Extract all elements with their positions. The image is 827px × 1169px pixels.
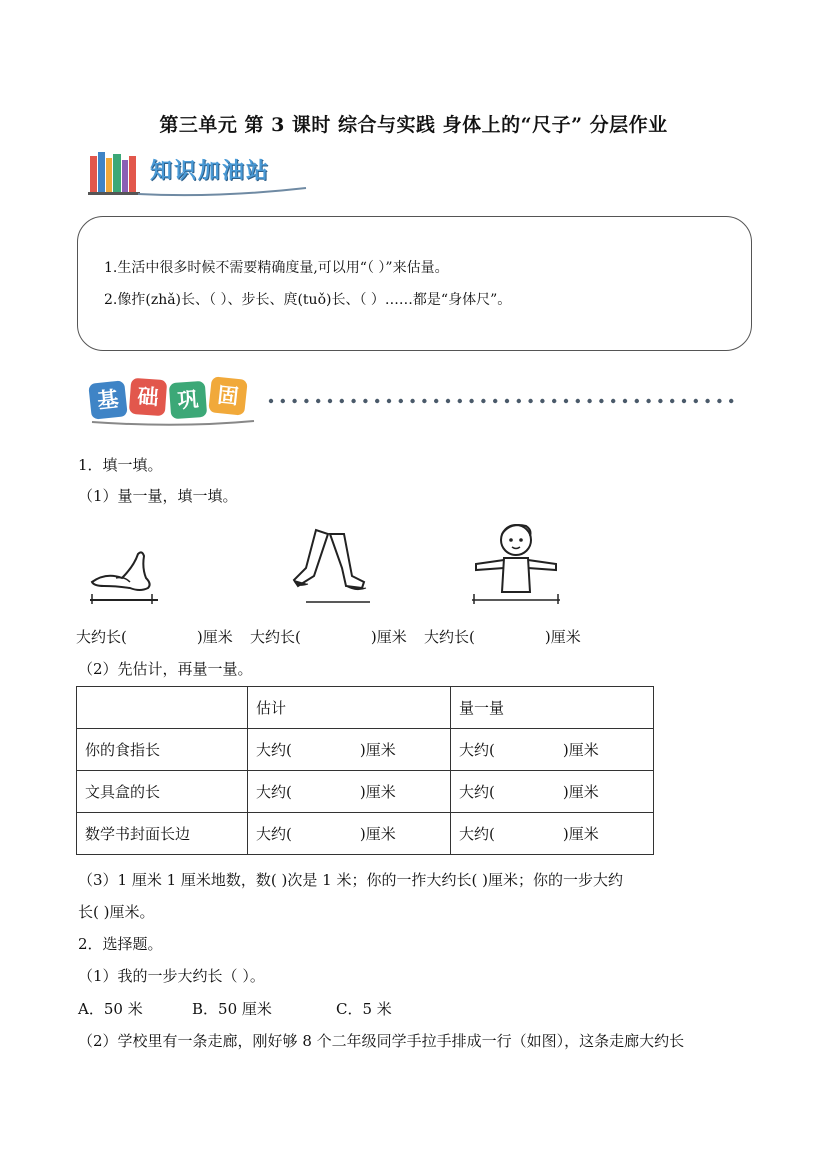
row-label: 你的食指长 <box>77 729 248 771</box>
table-header-cell <box>77 687 248 729</box>
divider-dot <box>292 399 296 403</box>
q2-part1: （1）我的一步大约长（ ）。 <box>78 967 265 985</box>
q2-option-c: C．5 米 <box>336 1000 392 1018</box>
divider-dot <box>434 399 438 403</box>
table-row <box>77 729 654 771</box>
knowledge-banner-title: 知识加油站 <box>150 159 271 184</box>
divider-dot <box>564 399 568 403</box>
divider-dot <box>670 399 674 403</box>
table-row <box>77 813 654 855</box>
q2-part2: （2）学校里有一条走廊，刚好够 8 个二年级同学手拉手排成一行（如图），这条走廊大约长 <box>78 1032 685 1050</box>
divider-dot <box>646 399 650 403</box>
measure-cell: 大约( )厘米 <box>451 729 654 771</box>
divider-dot <box>458 399 462 403</box>
divider-dot <box>552 399 556 403</box>
divider-dot <box>316 399 320 403</box>
divider-dot <box>528 399 532 403</box>
divider-dot <box>587 399 591 403</box>
divider-dot <box>446 399 450 403</box>
basic-tile-2: 础 <box>129 378 167 416</box>
q2-option-a: A．50 米 <box>78 1000 143 1018</box>
basic-banner <box>88 376 268 426</box>
divider-dot <box>328 399 332 403</box>
divider-dot <box>517 399 521 403</box>
banner-underline <box>138 186 308 198</box>
basic-tile-3: 巩 <box>169 381 207 419</box>
divider-dot <box>576 399 580 403</box>
divider-dot <box>493 399 497 403</box>
divider-dot <box>469 399 473 403</box>
table-row <box>77 771 654 813</box>
divider-dot <box>505 399 509 403</box>
q1-part1: （1）量一量，填一填。 <box>78 487 238 505</box>
q1-part3-line1: （3）1 厘米 1 厘米地数，数( )次是 1 米；你的一拃大约长( )厘米；你的一步大约 <box>78 871 623 889</box>
divider-dot <box>387 399 391 403</box>
knowledge-box <box>77 216 752 351</box>
divider-dot <box>623 399 627 403</box>
q1-part2: （2）先估计，再量一量。 <box>78 660 253 678</box>
knowledge-line-1: 1.生活中很多时候不需要精确度量,可以用“（ ）”来估量。 <box>104 260 449 276</box>
measure-1: 大约长( )厘米 <box>76 628 233 646</box>
step-length-illustration <box>286 528 376 610</box>
basic-tile-1: 基 <box>88 380 128 420</box>
divider-dot <box>694 399 698 403</box>
estimate-cell: 大约( )厘米 <box>248 729 451 771</box>
divider-dot <box>304 399 308 403</box>
divider-dot <box>269 399 273 403</box>
divider-dot <box>351 399 355 403</box>
arm-span-illustration <box>470 520 562 608</box>
divider-dot <box>340 399 344 403</box>
dotted-divider <box>268 398 738 404</box>
divider-dot <box>481 399 485 403</box>
divider-dot <box>611 399 615 403</box>
measure-cell: 大约( )厘米 <box>451 813 654 855</box>
divider-dot <box>729 399 733 403</box>
row-label: 数学书封面长边 <box>77 813 248 855</box>
divider-dot <box>540 399 544 403</box>
basic-tile-4: 固 <box>208 376 248 416</box>
basic-banner-swoosh <box>88 418 258 428</box>
divider-dot <box>422 399 426 403</box>
divider-dot <box>658 399 662 403</box>
knowledge-line-2: 2.像拃(zhǎ)长、（ ）、步长、庹(tuǒ)长、（ ）……都是“身体尺”。 <box>104 292 512 308</box>
divider-dot <box>705 399 709 403</box>
q1-heading: 1．填一填。 <box>78 456 163 474</box>
divider-dot <box>717 399 721 403</box>
knowledge-banner <box>88 150 313 198</box>
divider-dot <box>635 399 639 403</box>
divider-dot <box>399 399 403 403</box>
divider-dot <box>682 399 686 403</box>
q1-part3-line2: 长( )厘米。 <box>78 903 155 921</box>
measure-2: 大约长( )厘米 <box>250 628 407 646</box>
measure-cell: 大约( )厘米 <box>451 771 654 813</box>
q2-option-b: B．50 厘米 <box>192 1000 272 1018</box>
table-header-cell: 估计 <box>248 687 451 729</box>
estimate-table <box>76 686 654 855</box>
divider-dot <box>281 399 285 403</box>
estimate-cell: 大约( )厘米 <box>248 813 451 855</box>
divider-dot <box>599 399 603 403</box>
divider-dot <box>363 399 367 403</box>
hand-span-illustration <box>86 548 166 608</box>
estimate-cell: 大约( )厘米 <box>248 771 451 813</box>
divider-dot <box>375 399 379 403</box>
divider-dot <box>410 399 414 403</box>
table-header-cell: 量一量 <box>451 687 654 729</box>
measure-3: 大约长( )厘米 <box>424 628 581 646</box>
table-header-row <box>77 687 654 729</box>
page-title: 第三单元 第 3 课时 综合与实践 身体上的“尺子” 分层作业 <box>159 114 668 136</box>
q2-heading: 2．选择题。 <box>78 935 163 953</box>
row-label: 文具盒的长 <box>77 771 248 813</box>
